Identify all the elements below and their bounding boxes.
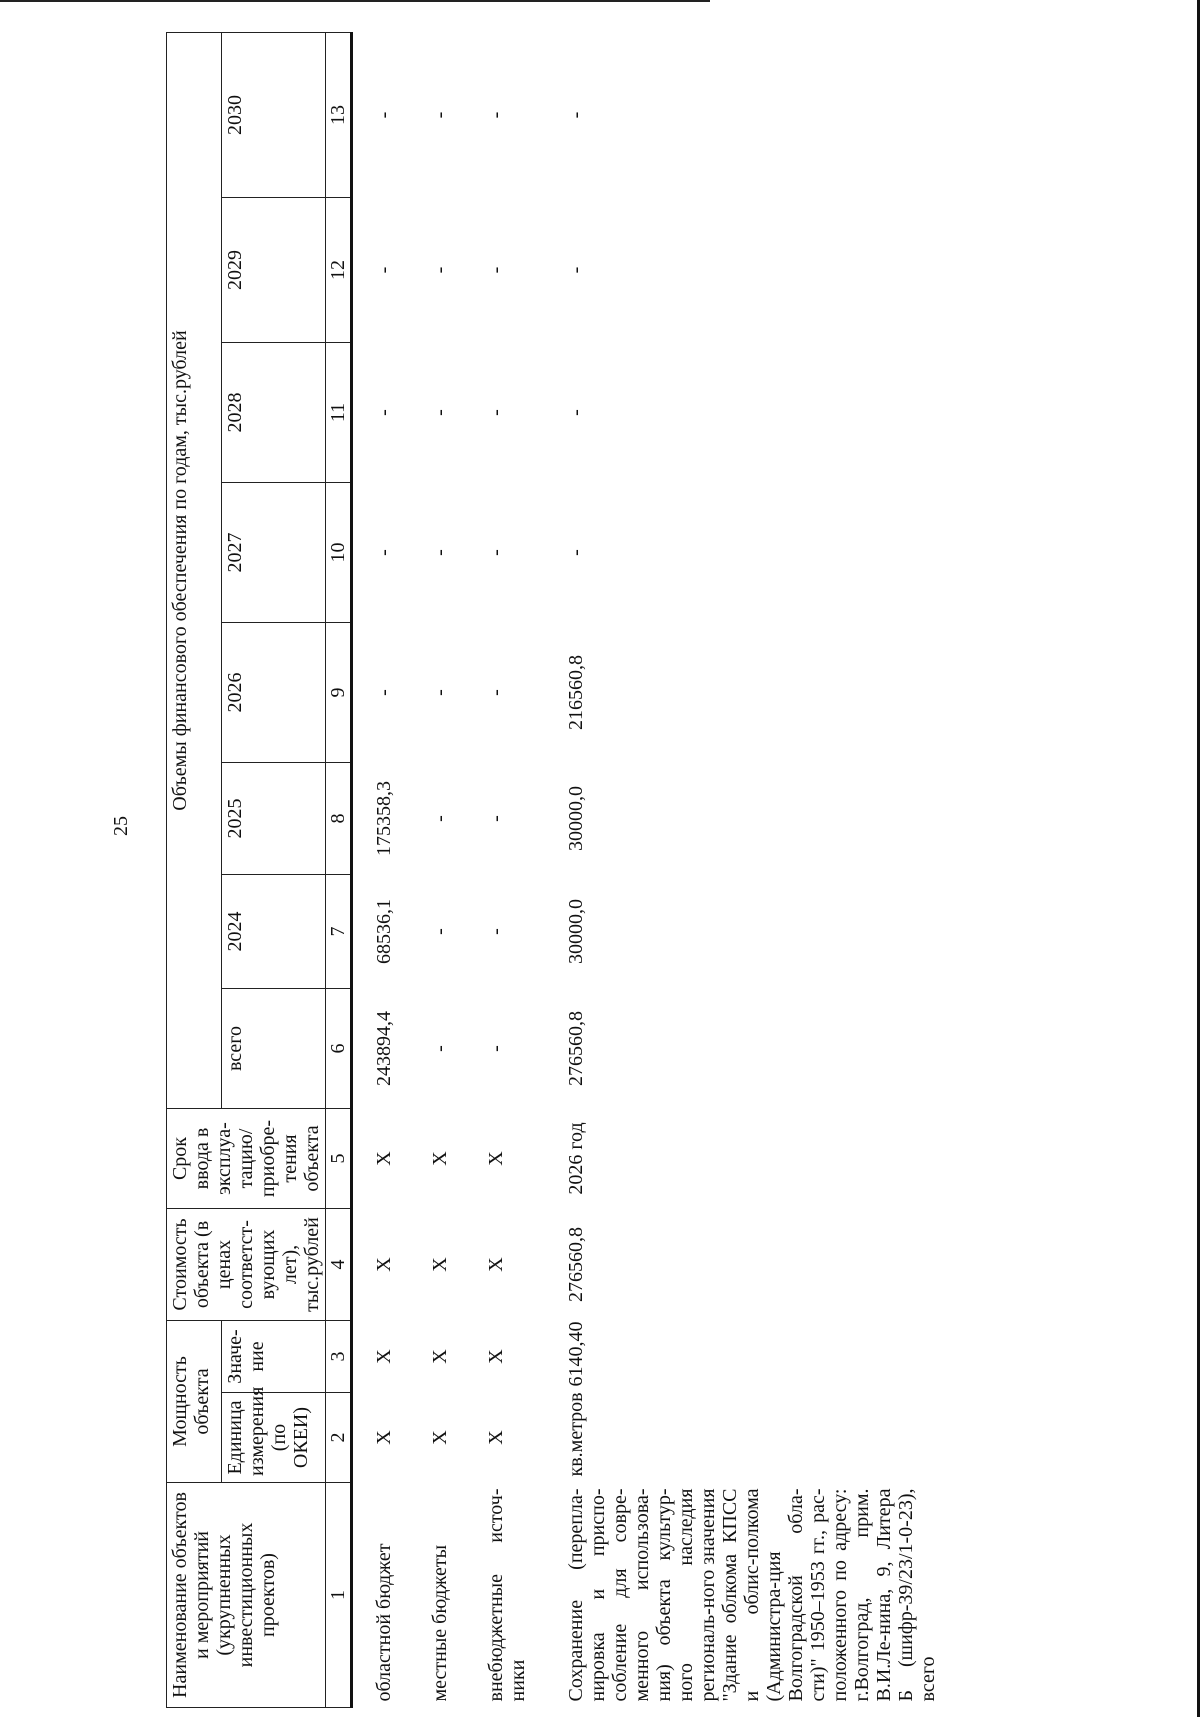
cell-term: X [373, 1151, 395, 1166]
column-number: 5 [326, 1109, 352, 1209]
cell-2026: - [429, 689, 451, 696]
cell-2026: - [485, 689, 507, 696]
cell-2029: - [373, 266, 395, 274]
column-number: 8 [326, 763, 352, 875]
cell-2028: - [429, 409, 451, 416]
top-rule [0, 0, 710, 2]
cell-cost: X [429, 1257, 451, 1272]
column-number: 13 [326, 33, 352, 198]
cell-unit: кв.метров [565, 1392, 587, 1477]
column-number: 9 [326, 623, 352, 763]
header-cost: Стоимость объекта (в ценах соответст-вующих лет), тыс.рублей [167, 1209, 326, 1321]
column-number: 4 [326, 1209, 352, 1321]
cell-2030: - [565, 111, 587, 119]
column-number: 2 [326, 1393, 352, 1483]
cell-2030: - [429, 111, 451, 119]
cell-unit: X [373, 1430, 395, 1445]
column-number: 3 [326, 1321, 352, 1393]
cell-2025: 30000,0 [565, 786, 587, 851]
header-year: 2027 [221, 483, 325, 623]
header-total: всего [221, 989, 325, 1109]
cell-2028: - [373, 409, 395, 416]
header-term: Срок ввода в эксплуа-тацию/ приобре-тения объекта [167, 1109, 326, 1209]
header-year: 2025 [221, 763, 325, 875]
cell-2029: - [485, 266, 507, 274]
cell-2030: - [485, 111, 507, 119]
cell-2027: - [565, 549, 587, 556]
column-number: 7 [326, 875, 352, 989]
header-power: Мощность объекта [167, 1321, 222, 1483]
table-row [427, 33, 483, 1708]
cell-total: - [485, 1045, 507, 1052]
cell-cost: X [485, 1257, 507, 1272]
header-value: Значе-ние [221, 1321, 325, 1393]
column-number: 11 [326, 343, 352, 483]
cell-value: X [485, 1349, 507, 1364]
cell-total: 243894,4 [373, 1011, 395, 1086]
cell-2029: - [429, 266, 451, 274]
cell-term: 2026 год [565, 1122, 587, 1195]
row-name: внебюджетные источ-ники [485, 1488, 529, 1702]
page-number: 25 [110, 816, 132, 836]
cell-unit: X [429, 1430, 451, 1445]
cell-cost: 276560,8 [565, 1227, 587, 1302]
cell-unit: X [485, 1430, 507, 1445]
header-unit: Единица измерения (по ОКЕИ) [221, 1393, 325, 1483]
cell-2024: - [429, 928, 451, 935]
rotated-page [166, 21, 1200, 1708]
cell-2027: - [429, 549, 451, 556]
table-row [563, 33, 941, 1708]
cell-2028: - [485, 409, 507, 416]
cell-total: 276560,8 [565, 1011, 587, 1086]
header-year: 2026 [221, 623, 325, 763]
cell-cost: X [373, 1257, 395, 1272]
cell-2027: - [485, 549, 507, 556]
cell-2028: - [565, 409, 587, 416]
cell-value: 6140,40 [565, 1321, 587, 1387]
table-row [371, 33, 427, 1708]
column-number: 1 [326, 1483, 352, 1708]
header-year: 2030 [221, 33, 325, 198]
header-year: 2029 [221, 198, 325, 343]
cell-2030: - [373, 111, 395, 119]
header-year: 2024 [221, 875, 325, 989]
table-row [483, 33, 563, 1708]
column-number: 6 [326, 989, 352, 1109]
cell-2026: 216560,8 [565, 655, 587, 730]
cell-2027: - [373, 549, 395, 556]
cell-2025: - [485, 815, 507, 822]
header-year: 2028 [221, 343, 325, 483]
row-name: местные бюджеты [429, 1544, 451, 1702]
cell-value: X [429, 1349, 451, 1364]
cell-term: X [429, 1151, 451, 1166]
cell-2024: 30000,0 [565, 899, 587, 964]
cell-2029: - [565, 266, 587, 274]
financing-table [166, 32, 941, 1708]
cell-2024: 68536,1 [373, 899, 395, 964]
row-name: Сохранение (перепла-нировка и приспо-собление для совре-менного использова-ния) объекта культур-ного наследия региональ-ного значения "Здание облкома КПСС и облис-полкома (Администра-ция Волгоградской обла-сти)" 1950–1953 гг., рас-положенного по адресу: г.Волгоград, прим. В.И.Ле-нина, 9, Литера Б (шифр-39/23/1-0-23), всего [565, 1488, 939, 1702]
cell-2026: - [373, 689, 395, 696]
cell-total: - [429, 1045, 451, 1052]
cell-value: X [373, 1349, 395, 1364]
row-name: областной бюджет [373, 1543, 395, 1702]
column-number: 10 [326, 483, 352, 623]
column-number: 12 [326, 198, 352, 343]
header-finance: Объемы финансового обеспечения по годам, тыс.рублей [167, 33, 222, 1109]
cell-2024: - [485, 928, 507, 935]
cell-2025: 175358,3 [373, 781, 395, 856]
header-name: Наименование объектов и мероприятий (укрупненных инвестиционных проектов) [167, 1483, 326, 1708]
cell-2025: - [429, 815, 451, 822]
cell-term: X [485, 1151, 507, 1166]
